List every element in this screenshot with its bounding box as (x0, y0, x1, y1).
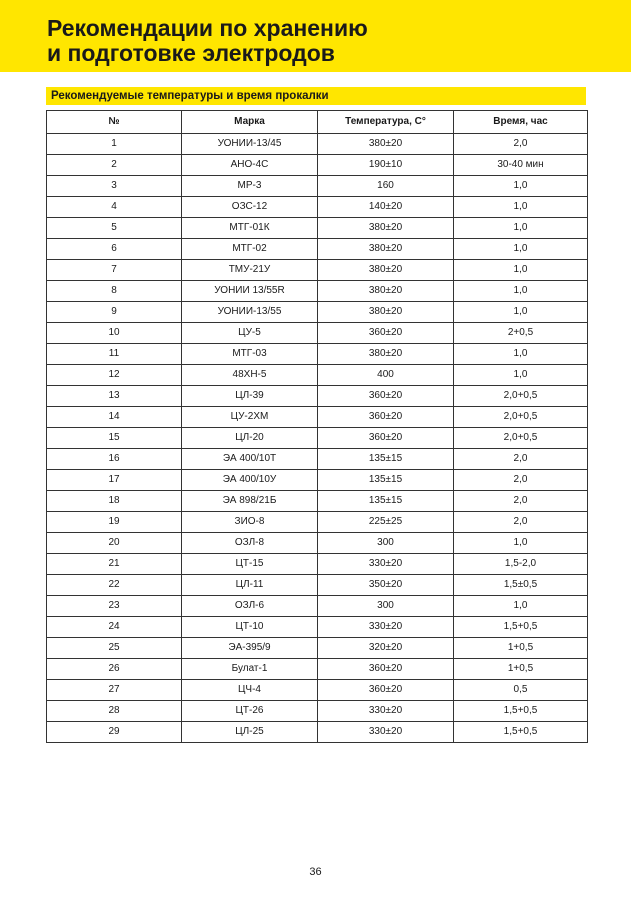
cell-time: 1,5-2,0 (454, 554, 588, 575)
cell-number: 18 (47, 491, 182, 512)
cell-time: 1,0 (454, 218, 588, 239)
cell-brand: ЦТ-26 (182, 701, 318, 722)
cell-time: 1,0 (454, 533, 588, 554)
cell-number: 5 (47, 218, 182, 239)
table-row (47, 407, 588, 428)
table-row (47, 365, 588, 386)
cell-time: 1,0 (454, 176, 588, 197)
cell-temperature: 320±20 (318, 638, 454, 659)
cell-brand: АНО-4С (182, 155, 318, 176)
cell-temperature: 330±20 (318, 701, 454, 722)
cell-brand: Булат-1 (182, 659, 318, 680)
cell-brand: ЦТ-15 (182, 554, 318, 575)
cell-brand: МР-3 (182, 176, 318, 197)
table-row (47, 197, 588, 218)
cell-brand: МТГ-01К (182, 218, 318, 239)
cell-time: 30-40 мин (454, 155, 588, 176)
cell-temperature: 225±25 (318, 512, 454, 533)
cell-brand: ОЗС-12 (182, 197, 318, 218)
cell-number: 25 (47, 638, 182, 659)
cell-number: 1 (47, 134, 182, 155)
cell-brand: ЭА 400/10У (182, 470, 318, 491)
table-row (47, 428, 588, 449)
table-row (47, 239, 588, 260)
cell-number: 11 (47, 344, 182, 365)
page-title (47, 16, 607, 66)
cell-temperature: 140±20 (318, 197, 454, 218)
cell-number: 6 (47, 239, 182, 260)
cell-number: 21 (47, 554, 182, 575)
cell-time: 2,0 (454, 470, 588, 491)
cell-number: 15 (47, 428, 182, 449)
cell-temperature: 330±20 (318, 722, 454, 743)
table-row (47, 323, 588, 344)
table-row (47, 386, 588, 407)
cell-number: 9 (47, 302, 182, 323)
cell-temperature: 330±20 (318, 617, 454, 638)
page-number: 36 (309, 866, 322, 878)
cell-number: 17 (47, 470, 182, 491)
table-row (47, 701, 588, 722)
cell-brand: ОЗЛ-8 (182, 533, 318, 554)
table-row (47, 638, 588, 659)
column-header-number: № (47, 111, 182, 134)
cell-number: 8 (47, 281, 182, 302)
cell-brand: ЦУ-2ХМ (182, 407, 318, 428)
cell-time: 1,0 (454, 596, 588, 617)
cell-brand: 48ХН-5 (182, 365, 318, 386)
cell-number: 28 (47, 701, 182, 722)
cell-number: 27 (47, 680, 182, 701)
cell-number: 16 (47, 449, 182, 470)
cell-brand: ЭА 400/10Т (182, 449, 318, 470)
cell-number: 23 (47, 596, 182, 617)
electrode-table (46, 110, 588, 743)
table-row (47, 491, 588, 512)
cell-number: 19 (47, 512, 182, 533)
cell-brand: ЦЛ-11 (182, 575, 318, 596)
cell-number: 10 (47, 323, 182, 344)
table-row (47, 260, 588, 281)
cell-temperature: 135±15 (318, 449, 454, 470)
cell-brand: ЦЛ-20 (182, 428, 318, 449)
page-title-line-1: Рекомендации по хранению (47, 15, 368, 41)
column-header-time: Время, час (454, 111, 588, 134)
table-row (47, 176, 588, 197)
table-body (47, 134, 588, 743)
table-row (47, 155, 588, 176)
cell-time: 1,5+0,5 (454, 701, 588, 722)
cell-time: 1,0 (454, 239, 588, 260)
column-header-temperature: Температура, С° (318, 111, 454, 134)
table-row (47, 134, 588, 155)
table-row (47, 680, 588, 701)
cell-temperature: 160 (318, 176, 454, 197)
cell-temperature: 190±10 (318, 155, 454, 176)
cell-time: 1+0,5 (454, 638, 588, 659)
cell-number: 12 (47, 365, 182, 386)
cell-temperature: 360±20 (318, 323, 454, 344)
column-header-brand: Марка (182, 111, 318, 134)
cell-number: 22 (47, 575, 182, 596)
cell-temperature: 380±20 (318, 281, 454, 302)
cell-brand: ЦЛ-25 (182, 722, 318, 743)
cell-time: 2,0+0,5 (454, 407, 588, 428)
table-row (47, 302, 588, 323)
table-row (47, 470, 588, 491)
cell-brand: МТГ-03 (182, 344, 318, 365)
cell-time: 2,0 (454, 491, 588, 512)
cell-time: 1,0 (454, 260, 588, 281)
cell-brand: ЭА-395/9 (182, 638, 318, 659)
cell-time: 1,5+0,5 (454, 617, 588, 638)
cell-temperature: 330±20 (318, 554, 454, 575)
table-row (47, 617, 588, 638)
cell-brand: УОНИИ-13/45 (182, 134, 318, 155)
table-row (47, 575, 588, 596)
cell-number: 7 (47, 260, 182, 281)
cell-temperature: 380±20 (318, 218, 454, 239)
cell-time: 1+0,5 (454, 659, 588, 680)
section-title: Рекомендуемые температуры и время прокалки (51, 90, 329, 102)
cell-brand: ЦЛ-39 (182, 386, 318, 407)
cell-time: 1,0 (454, 281, 588, 302)
cell-time: 1,5+0,5 (454, 722, 588, 743)
cell-temperature: 360±20 (318, 428, 454, 449)
cell-temperature: 360±20 (318, 659, 454, 680)
cell-number: 20 (47, 533, 182, 554)
table-row (47, 554, 588, 575)
cell-temperature: 135±15 (318, 491, 454, 512)
cell-temperature: 380±20 (318, 134, 454, 155)
cell-time: 1,0 (454, 302, 588, 323)
cell-temperature: 380±20 (318, 239, 454, 260)
table-row (47, 659, 588, 680)
cell-time: 2,0 (454, 449, 588, 470)
cell-time: 2,0+0,5 (454, 428, 588, 449)
cell-temperature: 380±20 (318, 302, 454, 323)
table-row (47, 596, 588, 617)
cell-number: 14 (47, 407, 182, 428)
table-row (47, 512, 588, 533)
table-row (47, 281, 588, 302)
table-row (47, 344, 588, 365)
cell-time: 2,0 (454, 512, 588, 533)
cell-number: 2 (47, 155, 182, 176)
cell-brand: ЦУ-5 (182, 323, 318, 344)
cell-temperature: 360±20 (318, 386, 454, 407)
cell-temperature: 400 (318, 365, 454, 386)
cell-time: 1,5±0,5 (454, 575, 588, 596)
cell-temperature: 300 (318, 596, 454, 617)
cell-number: 29 (47, 722, 182, 743)
cell-time: 0,5 (454, 680, 588, 701)
cell-brand: ЦТ-10 (182, 617, 318, 638)
cell-time: 1,0 (454, 197, 588, 218)
cell-time: 2,0 (454, 134, 588, 155)
cell-time: 1,0 (454, 365, 588, 386)
cell-brand: УОНИИ-13/55 (182, 302, 318, 323)
cell-brand: ЭА 898/21Б (182, 491, 318, 512)
table-row (47, 449, 588, 470)
cell-number: 4 (47, 197, 182, 218)
cell-brand: ЗИО-8 (182, 512, 318, 533)
table-row (47, 218, 588, 239)
cell-temperature: 380±20 (318, 260, 454, 281)
cell-time: 1,0 (454, 344, 588, 365)
cell-brand: ОЗЛ-6 (182, 596, 318, 617)
section-title-bar (46, 87, 586, 105)
cell-number: 24 (47, 617, 182, 638)
page-title-line-2: и подготовке электродов (47, 40, 335, 66)
cell-brand: ТМУ-21У (182, 260, 318, 281)
cell-number: 13 (47, 386, 182, 407)
cell-time: 2,0+0,5 (454, 386, 588, 407)
table-row (47, 533, 588, 554)
cell-temperature: 360±20 (318, 407, 454, 428)
cell-temperature: 380±20 (318, 344, 454, 365)
cell-temperature: 350±20 (318, 575, 454, 596)
cell-brand: МТГ-02 (182, 239, 318, 260)
cell-number: 3 (47, 176, 182, 197)
cell-temperature: 300 (318, 533, 454, 554)
cell-time: 2+0,5 (454, 323, 588, 344)
cell-number: 26 (47, 659, 182, 680)
cell-temperature: 135±15 (318, 470, 454, 491)
table-row (47, 722, 588, 743)
cell-temperature: 360±20 (318, 680, 454, 701)
cell-brand: ЦЧ-4 (182, 680, 318, 701)
table-header-row (47, 111, 588, 134)
cell-brand: УОНИИ 13/55R (182, 281, 318, 302)
